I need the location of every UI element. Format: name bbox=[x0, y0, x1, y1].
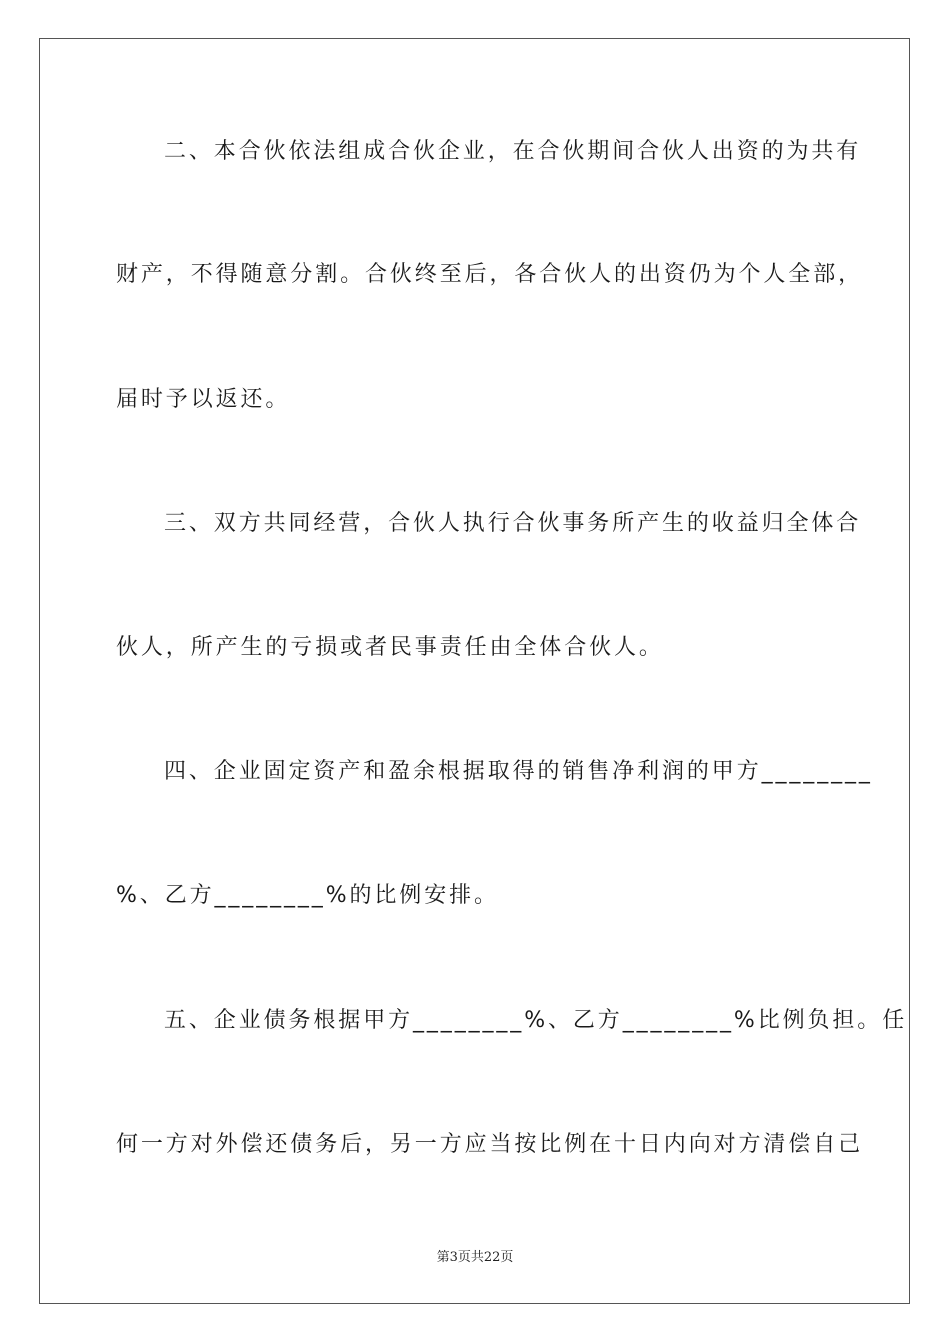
paragraph-3-line-1: 三、双方共同经营，合伙人执行合伙事务所产生的收益归全体合 bbox=[164, 511, 862, 536]
paragraph-2-line-1: 二、本合伙依法组成合伙企业，在合伙期间合伙人出资的为共有 bbox=[164, 139, 862, 164]
page-footer bbox=[0, 1246, 950, 1265]
paragraph-5-line-1: 五、企业债务根据甲方________%、乙方________%比例负担。任 bbox=[164, 1008, 908, 1033]
paragraph-2-line-2: 财产，不得随意分割。合伙终至后，各合伙人的出资仍为个人全部， bbox=[116, 262, 864, 287]
paragraph-3-line-2: 伙人，所产生的亏损或者民事责任由全体合伙人。 bbox=[116, 635, 664, 660]
page-frame bbox=[39, 38, 910, 1304]
paragraph-5-line-2: 何一方对外偿还债务后，另一方应当按比例在十日内向对方清偿自己 bbox=[116, 1132, 864, 1157]
page-total: 共22页 bbox=[470, 1250, 514, 1265]
paragraph-4-line-1: 四、企业固定资产和盈余根据取得的销售净利润的甲方________ bbox=[164, 759, 873, 784]
page-number: 第3页 bbox=[436, 1250, 471, 1265]
paragraph-4-line-2: %、乙方________%的比例安排。 bbox=[116, 883, 499, 908]
paragraph-2-line-3: 届时予以返还。 bbox=[116, 387, 291, 412]
